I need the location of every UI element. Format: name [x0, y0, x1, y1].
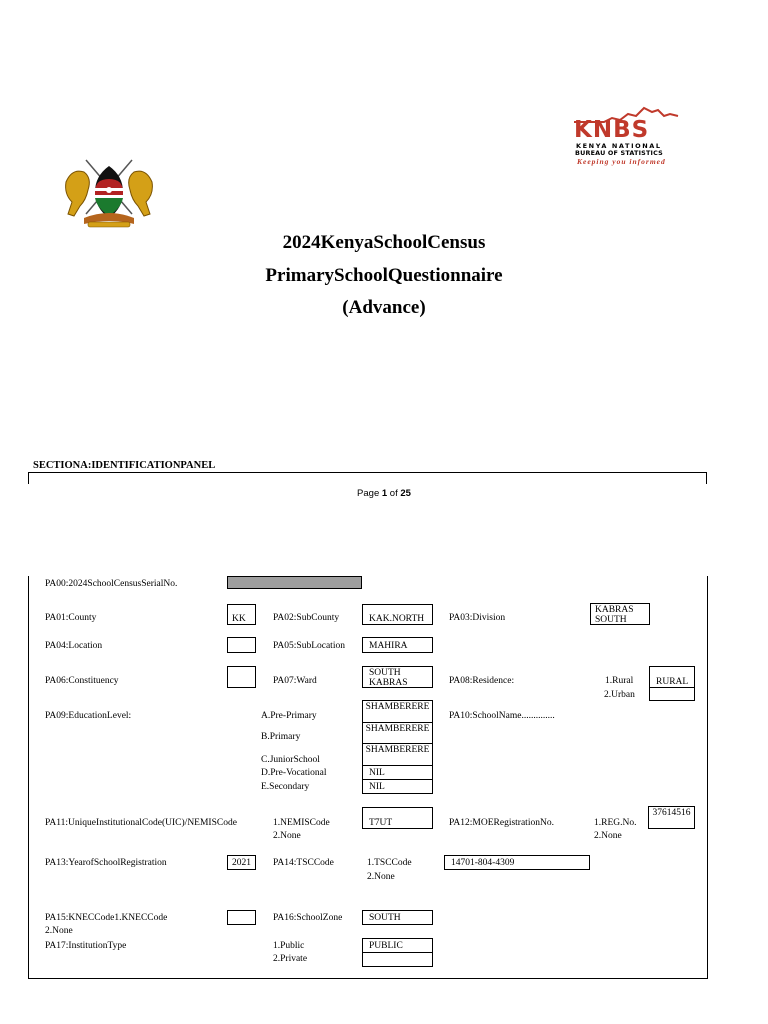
- pa08-option-rural: 1.Rural: [605, 676, 634, 686]
- pa05-label: PA05:SubLocation: [273, 641, 345, 651]
- pa09-e-field[interactable]: NIL: [362, 779, 433, 794]
- page-indicator: [0, 488, 768, 499]
- pa08-option-urban: 2.Urban: [604, 690, 635, 700]
- pa11-option-none: 2.None: [273, 831, 301, 841]
- pa03-division-field[interactable]: KABRAS SOUTH: [590, 603, 650, 625]
- pa08-label: PA08:Residence:: [449, 676, 515, 686]
- frame-top-rule: [28, 472, 707, 473]
- pa07-ward-field[interactable]: SOUTH KABRAS: [362, 666, 433, 688]
- pa09-option-c: C.JuniorSchool: [261, 755, 320, 765]
- pa14-tsc-field[interactable]: 14701-804-4309: [444, 855, 590, 870]
- pa09-a-field[interactable]: SHAMBERERE: [362, 700, 433, 723]
- section-title: SECTIONA:IDENTIFICATIONPANEL: [33, 460, 216, 471]
- pa06-constituency-field[interactable]: [227, 666, 256, 688]
- page-total: 25: [400, 488, 411, 499]
- title-line-2: PrimarySchoolQuestionnaire: [265, 265, 503, 286]
- pa17-option-private: 2.Private: [273, 954, 308, 964]
- pa14-option-none: 2.None: [367, 872, 395, 882]
- page-of: of: [387, 488, 401, 499]
- coat-of-arms-emblem: [60, 152, 158, 230]
- pa14-option-tsc: 1.TSCCode: [367, 858, 412, 868]
- pa17-option-public: 1.Public: [273, 941, 305, 951]
- pa15-label: PA15:KNECCode1.KNECCode: [45, 913, 168, 923]
- pa15-option-none: 2.None: [45, 926, 73, 936]
- pa09-option-b: B.Primary: [261, 732, 301, 742]
- pa06-label: PA06:Constituency: [45, 676, 119, 686]
- pa11-label: PA11:UniqueInstitutionalCode(UIC)/NEMISCode: [45, 818, 237, 828]
- pa09-option-e: E.Secondary: [261, 782, 310, 792]
- pa09-d-field[interactable]: NIL: [362, 765, 433, 780]
- pa08-residence-urban-field[interactable]: [649, 687, 695, 701]
- knbs-tagline: Keeping you informed: [577, 157, 666, 166]
- pa01-label: PA01:County: [45, 613, 97, 623]
- pa11-nemis-field[interactable]: T7UT: [362, 807, 433, 829]
- pa12-option-none: 2.None: [594, 831, 622, 841]
- pa17-label: PA17:InstitutionType: [45, 941, 127, 951]
- pa16-label: PA16:SchoolZone: [273, 913, 343, 923]
- title-line-3: (Advance): [342, 297, 426, 318]
- frame-top-right-edge: [706, 472, 707, 484]
- pa00-label: PA00:2024SchoolCensusSerialNo.: [45, 579, 178, 589]
- pa12-reg-field[interactable]: 37614516: [648, 806, 695, 829]
- pa14-label: PA14:TSCCode: [273, 858, 334, 868]
- pa11-option-nemis: 1.NEMISCode: [273, 818, 330, 828]
- pa13-year-field[interactable]: 2021: [227, 855, 256, 870]
- pa09-c-field[interactable]: SHAMBERERE: [362, 743, 433, 766]
- pa04-label: PA04:Location: [45, 641, 103, 651]
- pa13-label: PA13:YearofSchoolRegistration: [45, 858, 167, 868]
- pa12-option-reg: 1.REG.No.: [594, 818, 637, 828]
- pa00-serial-field[interactable]: [227, 576, 362, 589]
- knbs-logo: [574, 104, 686, 168]
- knbs-line1: KENYA NATIONAL: [576, 142, 662, 150]
- pa08-residence-field[interactable]: RURAL: [649, 666, 695, 688]
- pa15-knec-field[interactable]: [227, 910, 256, 925]
- pa05-sublocation-field[interactable]: MAHIRA: [362, 637, 433, 653]
- pa09-b-field[interactable]: SHAMBERERE: [362, 722, 433, 744]
- pa12-label: PA12:MOERegistrationNo.: [449, 818, 554, 828]
- pa03-label: PA03:Division: [449, 613, 506, 623]
- pa16-zone-field[interactable]: SOUTH: [362, 910, 433, 925]
- pa01-county-field[interactable]: KK: [227, 604, 256, 625]
- pa10-label: PA10:SchoolName..............: [449, 711, 555, 721]
- title-line-1: 2024KenyaSchoolCensus: [282, 232, 486, 253]
- frame-top-left-edge: [28, 472, 29, 484]
- pa17-type-field[interactable]: PUBLIC: [362, 938, 433, 953]
- page-prefix: Page: [357, 488, 382, 499]
- pa09-option-a: A.Pre-Primary: [261, 711, 317, 721]
- pa04-location-field[interactable]: [227, 637, 256, 653]
- pa02-subcounty-field[interactable]: KAK.NORTH: [362, 604, 433, 625]
- pa09-option-d: D.Pre-Vocational: [261, 768, 327, 778]
- pa02-label: PA02:SubCounty: [273, 613, 340, 623]
- pa09-label: PA09:EducationLevel:: [45, 711, 132, 721]
- knbs-line2: BUREAU OF STATISTICS: [575, 149, 663, 157]
- page-current: 1: [381, 488, 388, 499]
- pa07-label: PA07:Ward: [273, 676, 317, 686]
- knbs-logo-text: KNBS: [574, 117, 650, 143]
- pa17-type-private-field[interactable]: [362, 952, 433, 967]
